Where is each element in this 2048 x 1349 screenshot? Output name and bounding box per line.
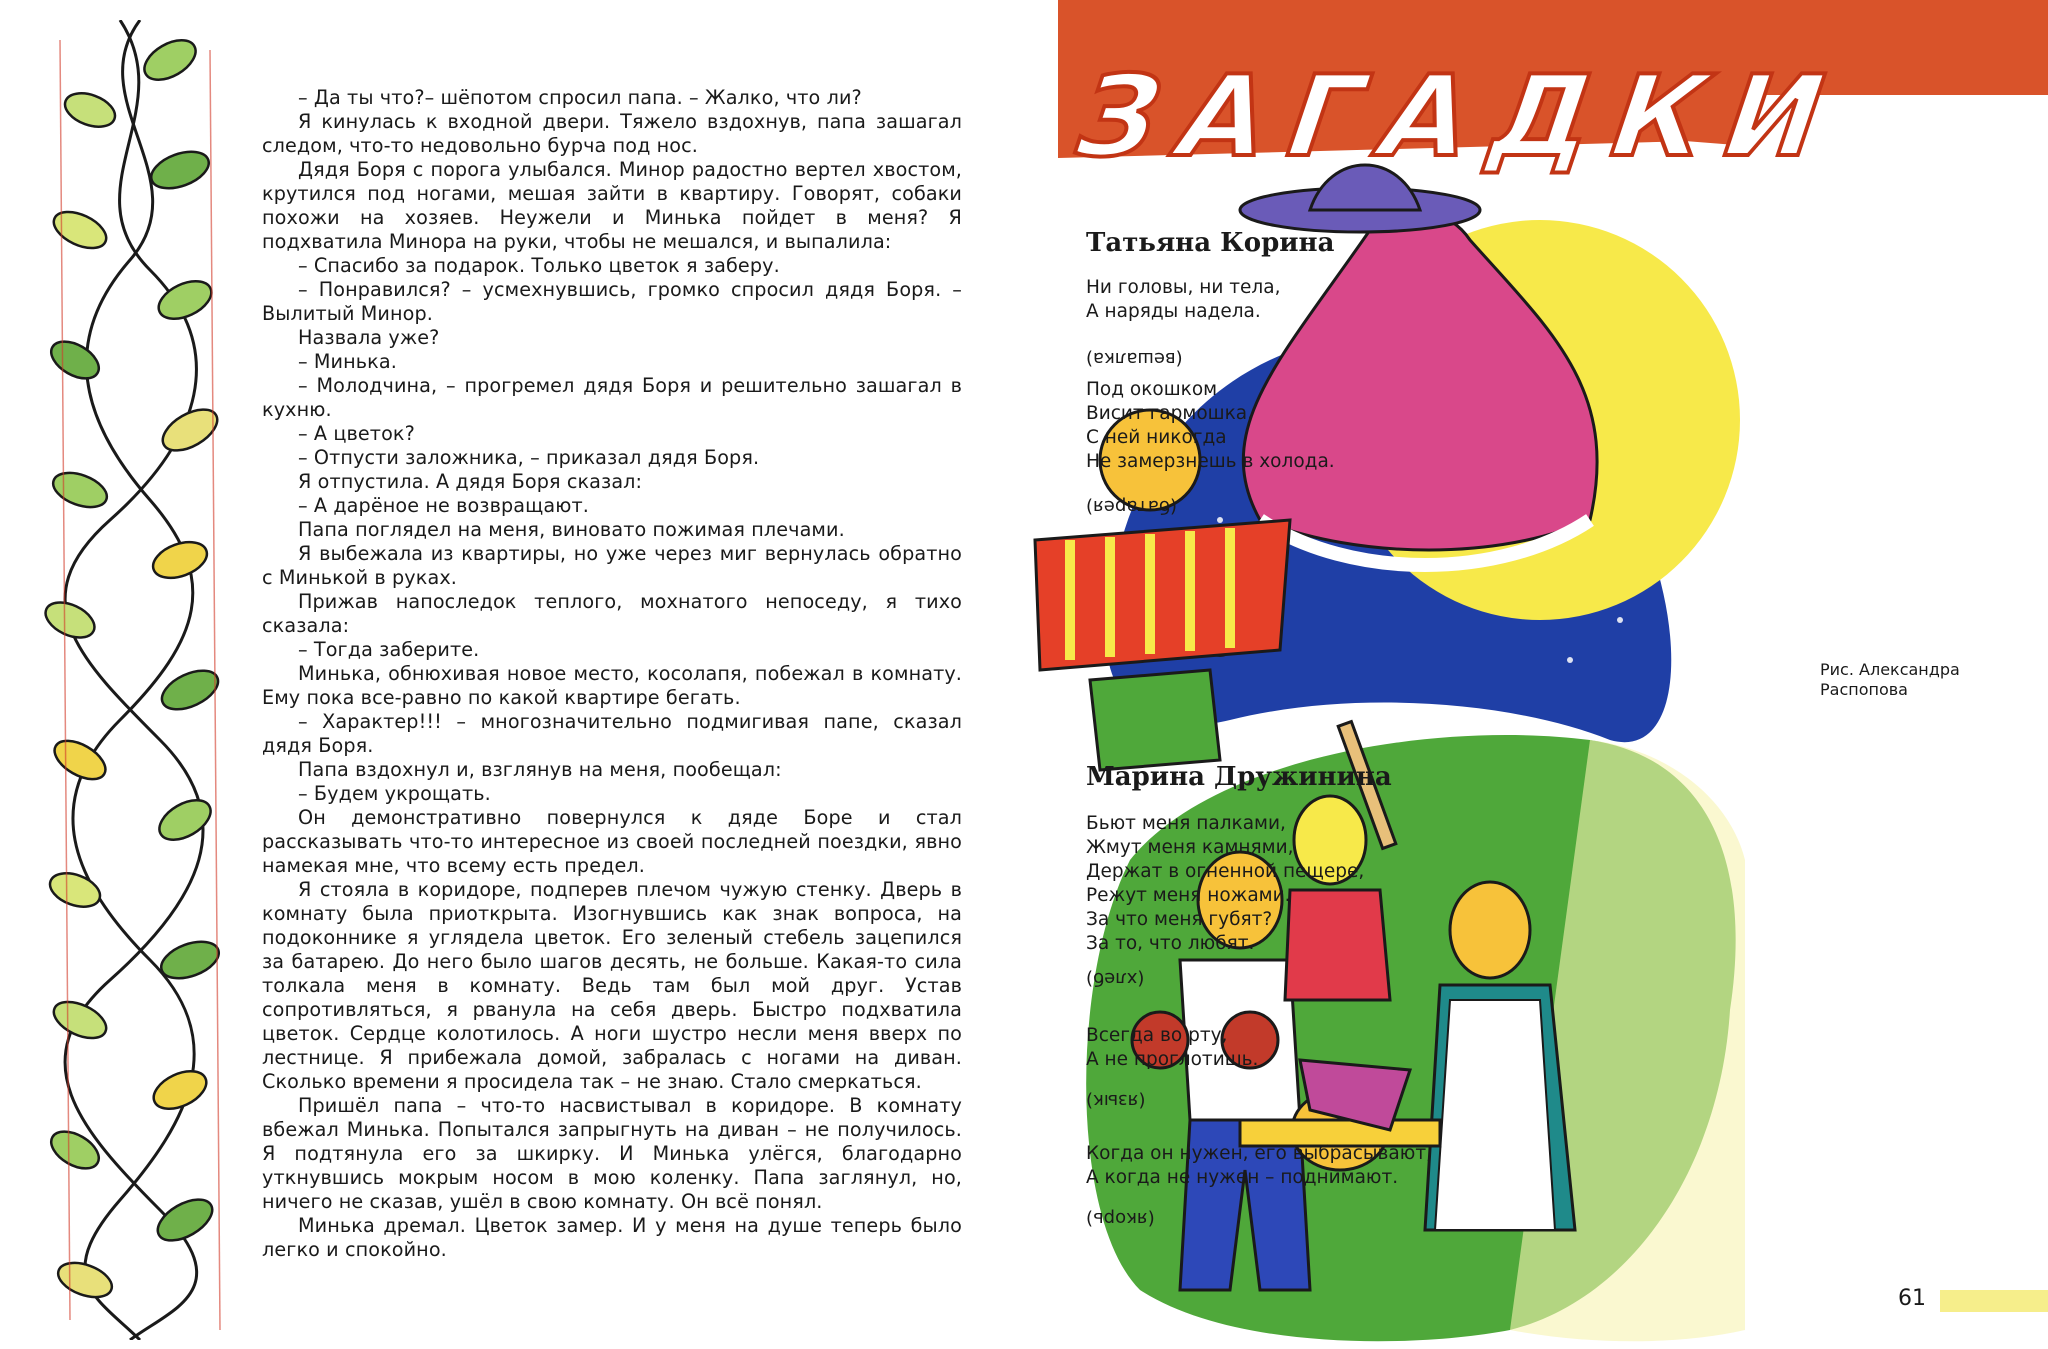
story-paragraph: Я стояла в коридоре, подперев плечом чужую стенку. Дверь в комнату была приоткрыта. Изогнувшись как знак вопроса, на подоконнике я углядела цветок. Его зеленый стебель зацепился за батарею. До него было шагов десять, не больше. Какая-то сила толкала меня в комнату. Ведь там был мой друг. Устав сопротивляться, я рванула на себя дверь. Быстро подхватила цветок. Сердце колотилось. А ноги шустро несли меня вверх по лестнице. Я прибежала домой, забралась с ногами на диван. Сколько времени я просидела так – не знаю. Стало смеркаться. xyxy=(262,878,962,1093)
story-paragraph: – А цветок? xyxy=(298,422,415,445)
story-paragraph: – Отпусти заложника, – приказал дядя Боря. xyxy=(298,446,760,469)
vine-illustration xyxy=(20,20,260,1340)
riddle-line: Всегда во рту, xyxy=(1086,1025,1228,1046)
right-page xyxy=(1030,0,2048,1349)
riddle-answer: (хлеб) xyxy=(1086,968,1145,989)
story-paragraph: Папа вздохнул и, взглянув на меня, пообещал: xyxy=(298,758,782,781)
story-paragraph: Я кинулась к входной двери. Тяжело вздохнув, папа зашагал следом, что-то недовольно бурча под нос. xyxy=(262,110,962,157)
credit-line: Рис. Александра xyxy=(1820,660,1960,679)
riddle-text xyxy=(1086,276,1280,324)
story-paragraph: – Будем укрощать. xyxy=(298,782,491,805)
riddle-line: А не проглотишь. xyxy=(1086,1049,1259,1070)
riddle-line: Режут меня ножами. xyxy=(1086,885,1291,906)
page-title: ЗАГАДКИ xyxy=(1070,52,1853,182)
story-paragraph: – Минька. xyxy=(298,350,397,373)
riddle-line: За что меня губят? xyxy=(1086,909,1273,930)
riddle-line: Жмут меня камнями, xyxy=(1086,837,1294,858)
story-paragraph: – Характер!!! – многозначительно подмигивая папе, сказал дядя Боря. xyxy=(262,710,962,757)
riddle-answer: (язык) xyxy=(1086,1090,1146,1111)
author-name: Марина Дружинина xyxy=(1086,762,1392,792)
riddle-text xyxy=(1086,1142,1432,1190)
riddle-answer: (батарея) xyxy=(1086,496,1178,517)
author-name: Татьяна Корина xyxy=(1086,228,1335,258)
story-paragraph: – Молодчина, – прогремел дядя Боря и решительно зашагал в кухню. xyxy=(262,374,962,421)
story-paragraph: – Понравился? – усмехнувшись, громко спросил дядя Боря. – Вылитый Минор. xyxy=(262,278,962,325)
story-paragraph: – Тогда заберите. xyxy=(298,638,480,661)
riddle-line: Не замерзнешь в холода. xyxy=(1086,451,1335,472)
illustration-credit xyxy=(1820,660,1960,700)
story-text xyxy=(262,86,962,1262)
credit-line: Распопова xyxy=(1820,680,1908,699)
riddle-text xyxy=(1086,378,1335,474)
riddle-line: Когда он нужен, его выбрасывают, xyxy=(1086,1143,1432,1164)
story-paragraph: Папа поглядел на меня, виновато пожимая плечами. xyxy=(298,518,845,541)
story-paragraph: Дядя Боря с порога улыбался. Минор радостно вертел хвостом, крутился под ногами, мешая зайти в квартиру. Говорят, собаки похожи на хозяев. Неужели и Минька пойдет в меня? Я подхватила Минора на руки, чтобы не мешался, и выпалила: xyxy=(262,158,962,253)
riddle-line: Держат в огненной пещере, xyxy=(1086,861,1365,882)
story-paragraph: Я отпустила. А дядя Боря сказал: xyxy=(298,470,643,493)
riddle-answer: (якорь) xyxy=(1086,1208,1155,1229)
riddle-answer: (вешалка) xyxy=(1086,348,1183,369)
riddle-line: За то, что любят. xyxy=(1086,933,1255,954)
riddle-text xyxy=(1086,812,1364,956)
story-paragraph: – Спасибо за подарок. Только цветок я заберу. xyxy=(298,254,780,277)
story-paragraph: Минька дремал. Цветок замер. И у меня на душе теперь было легко и спокойно. xyxy=(262,1214,962,1261)
corner-bar xyxy=(1940,1290,2048,1312)
story-paragraph: Он демонстративно повернулся к дяде Боре и стал рассказывать что-то интересное из своей последней поездки, явно намекая мне, что всему есть предел. xyxy=(262,806,962,877)
story-paragraph: Назвала уже? xyxy=(298,326,440,349)
riddle-line: А наряды надела. xyxy=(1086,301,1261,322)
story-paragraph: Пришёл папа – что-то насвистывал в коридоре. В комнату вбежал Минька. Попытался запрыгнуть на диван – не получилось. Я подтянула его за шкирку. И Минька улёгся, благодарно уткнувшись мокрым носом в мою коленку. Папа заглянул, но, ничего не сказав, ушёл в свою комнату. Он всё понял. xyxy=(262,1094,962,1213)
riddle-line: А когда не нужен – поднимают. xyxy=(1086,1167,1399,1188)
riddle-line: Бьют меня палками, xyxy=(1086,813,1286,834)
riddle-line: Ни головы, ни тела, xyxy=(1086,277,1281,298)
story-paragraph: – А дарёное не возвращают. xyxy=(298,494,589,517)
riddle-text xyxy=(1086,1024,1258,1072)
story-paragraph: Минька, обнюхивая новое место, косолапя, побежал в комнату. Ему пока все-равно по какой квартире бегать. xyxy=(262,662,962,709)
story-paragraph: Прижав напоследок теплого, мохнатого непоседу, я тихо сказала: xyxy=(262,590,962,637)
story-paragraph: Я выбежала из квартиры, но уже через миг вернулась обратно с Минькой в руках. xyxy=(262,542,962,589)
riddle-line: Под окошком xyxy=(1086,379,1218,400)
riddle-line: С ней никогда xyxy=(1086,427,1227,448)
riddle-line: Висит гармошка. xyxy=(1086,403,1253,424)
page-number: 61 xyxy=(1898,1286,1926,1311)
story-paragraph: – Да ты что?– шёпотом спросил папа. – Жалко, что ли? xyxy=(298,86,862,109)
